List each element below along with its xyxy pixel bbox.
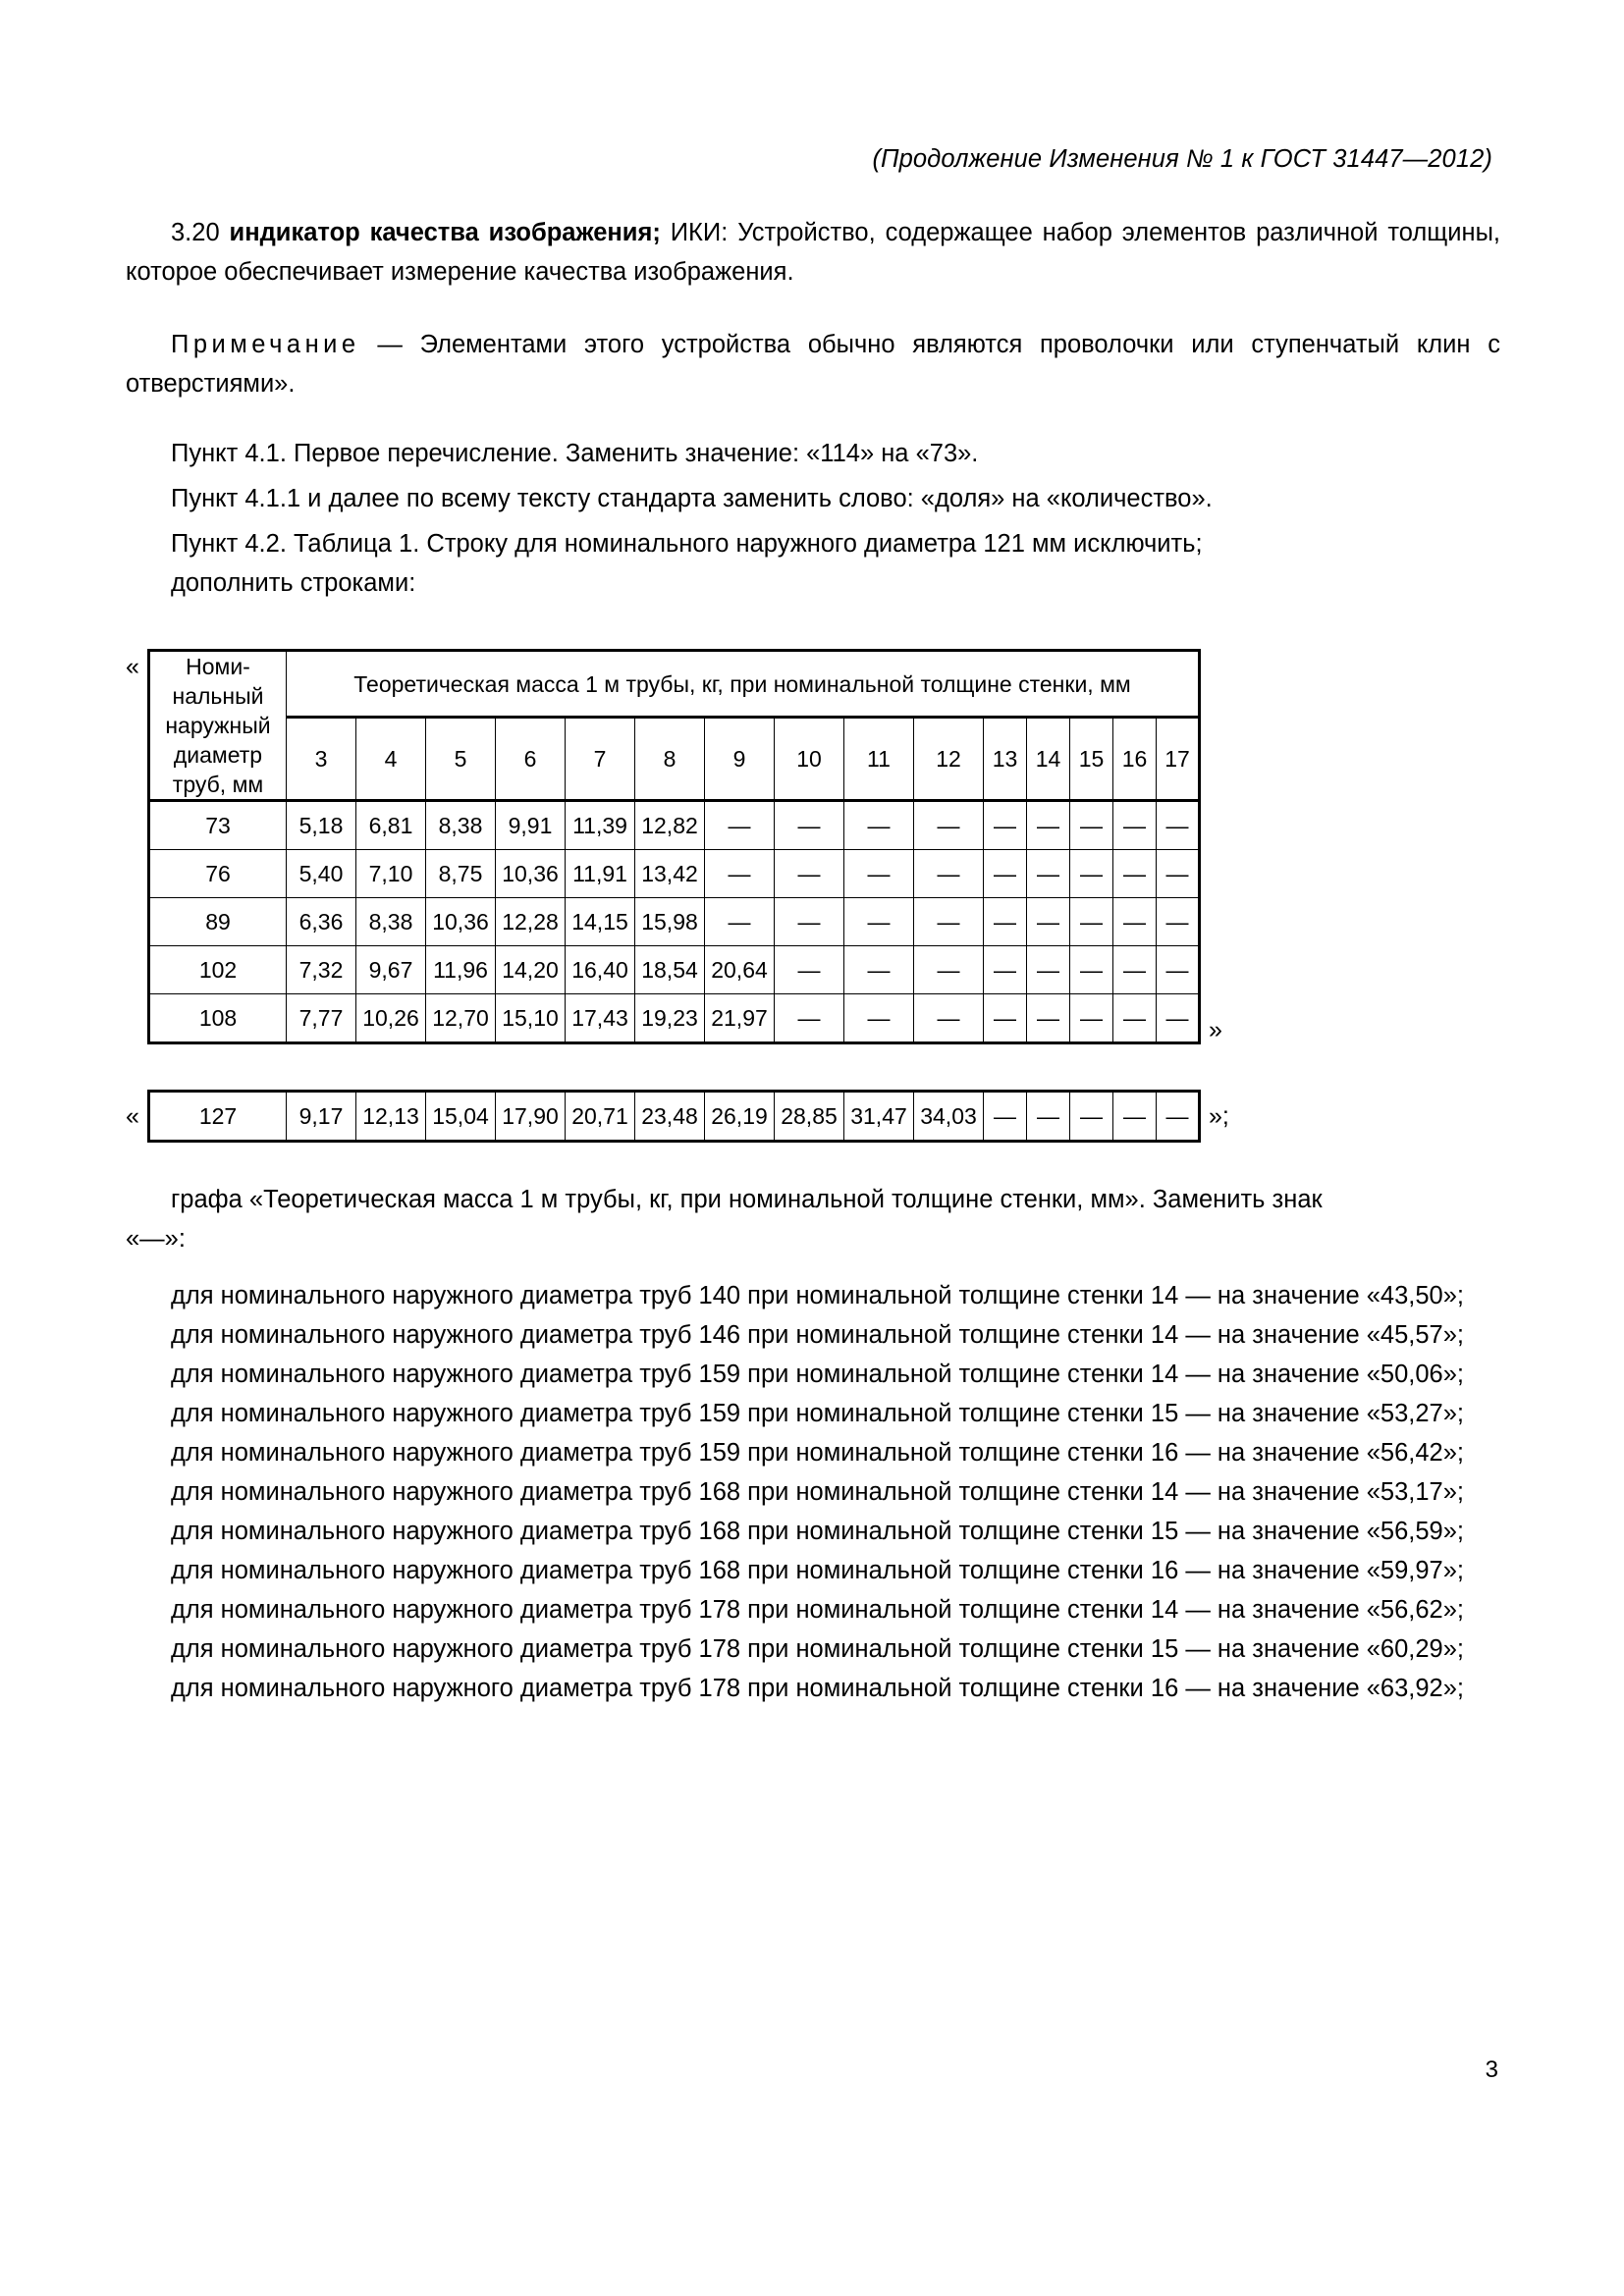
cell: 10,26	[356, 994, 426, 1043]
cell: 11,96	[426, 946, 496, 994]
cell: —	[984, 1092, 1027, 1142]
corner-line-3: наружный	[165, 713, 271, 738]
cell: —	[1113, 850, 1157, 898]
table-row	[149, 801, 1200, 850]
table-1-body	[149, 801, 1200, 1043]
cell: 10,36	[496, 850, 566, 898]
cell: —	[984, 898, 1027, 946]
table-2-block	[126, 1090, 1500, 1143]
cell: 28,85	[775, 1092, 844, 1142]
corner-line-4: диаметр	[173, 742, 263, 768]
cell: —	[1157, 898, 1200, 946]
row-diameter: 127	[149, 1092, 287, 1142]
cell: 14,15	[566, 898, 635, 946]
table-row	[149, 946, 1200, 994]
cell: 8,75	[426, 850, 496, 898]
table-row	[149, 994, 1200, 1043]
quote-open-table-1: «	[126, 653, 139, 680]
cell: 8,38	[426, 801, 496, 850]
cell: 20,71	[566, 1092, 635, 1142]
quote-open-table-2: «	[126, 1101, 139, 1130]
cell: —	[1027, 850, 1070, 898]
cell: —	[775, 850, 844, 898]
cell: —	[914, 850, 984, 898]
cell: 9,67	[356, 946, 426, 994]
replacement-168-15: для номинального наружного диаметра труб 168 при номинальной толщине стенки 15 — на значение «56,59»;	[171, 1518, 1464, 1545]
cell: 11,91	[566, 850, 635, 898]
cell: —	[1113, 994, 1157, 1043]
cell: 23,48	[635, 1092, 705, 1142]
cell: —	[1157, 994, 1200, 1043]
cell: 7,10	[356, 850, 426, 898]
cell: —	[984, 994, 1027, 1043]
cell: —	[844, 946, 914, 994]
table-1-th-15: 15	[1070, 718, 1113, 801]
column-intro-line-1: графа «Теоретическая масса 1 м трубы, кг, при номинальной толщине стенки, мм». Заменить знак	[171, 1186, 1323, 1213]
clause-definition: ИКИ: Устройство, содержащее набор элементов различной толщины, которое обеспечивает измерение качества изображения.	[126, 219, 1500, 286]
table-row	[149, 1092, 1200, 1142]
replacement-168-16: для номинального наружного диаметра труб 168 при номинальной толщине стенки 16 — на значение «59,97»;	[171, 1557, 1464, 1584]
cell: —	[1027, 994, 1070, 1043]
cell: 31,47	[844, 1092, 914, 1142]
page-number: 3	[1485, 2056, 1498, 2083]
cell: —	[1070, 994, 1113, 1043]
cell: —	[1113, 1092, 1157, 1142]
table-1-block	[126, 649, 1500, 1044]
cell: —	[1070, 1092, 1113, 1142]
cell: 26,19	[705, 1092, 775, 1142]
cell: —	[1027, 801, 1070, 850]
table-1-th-8: 8	[635, 718, 705, 801]
cell: 9,91	[496, 801, 566, 850]
row-diameter: 73	[149, 801, 287, 850]
cell: 17,43	[566, 994, 635, 1043]
table-1-th-16: 16	[1113, 718, 1157, 801]
cell: —	[1070, 801, 1113, 850]
cell: —	[705, 850, 775, 898]
cell: —	[775, 946, 844, 994]
cell: 18,54	[635, 946, 705, 994]
replacement-159-14: для номинального наружного диаметра труб 159 при номинальной толщине стенки 14 — на значение «50,06»;	[171, 1361, 1464, 1388]
cell: 17,90	[496, 1092, 566, 1142]
cell: 12,28	[496, 898, 566, 946]
table-1-th-12: 12	[914, 718, 984, 801]
cell: 12,82	[635, 801, 705, 850]
cell: 6,36	[287, 898, 356, 946]
cell: 10,36	[426, 898, 496, 946]
table-1-th-7: 7	[566, 718, 635, 801]
cell: —	[705, 801, 775, 850]
table-1-head	[149, 651, 1200, 801]
cell: —	[1113, 898, 1157, 946]
cell: —	[844, 801, 914, 850]
replacement-178-14: для номинального наружного диаметра труб 178 при номинальной толщине стенки 14 — на значение «56,62»;	[171, 1596, 1464, 1624]
cell: 8,38	[356, 898, 426, 946]
cell: —	[914, 994, 984, 1043]
cell: 6,81	[356, 801, 426, 850]
replacement-178-15: для номинального наружного диаметра труб 178 при номинальной толщине стенки 15 — на значение «60,29»;	[171, 1635, 1464, 1663]
cell: —	[844, 994, 914, 1043]
cell: —	[1070, 850, 1113, 898]
table-1-th-10: 10	[775, 718, 844, 801]
table-1-th-3: 3	[287, 718, 356, 801]
note-label: Примечание	[171, 331, 360, 358]
clause-term: индикатор качества изображения;	[229, 219, 661, 246]
pipe-mass-table-2	[147, 1090, 1201, 1143]
table-1-th-9: 9	[705, 718, 775, 801]
cell: 12,13	[356, 1092, 426, 1142]
replacement-159-16: для номинального наружного диаметра труб 159 при номинальной толщине стенки 16 — на значение «56,42»;	[171, 1439, 1464, 1467]
note-text: Элементами этого устройства обычно являются проволочки или ступенчатый клин с отверстиями».	[126, 331, 1500, 398]
amendment-punkt-4-1-1: Пункт 4.1.1 и далее по всему тексту стандарта заменить слово: «доля» на «количество».	[171, 485, 1213, 512]
quote-close-table-1: »	[1209, 1016, 1222, 1043]
cell: —	[1113, 946, 1157, 994]
table-1-th-17: 17	[1157, 718, 1200, 801]
table-1-th-13: 13	[984, 718, 1027, 801]
table-1-corner-header	[149, 651, 287, 801]
cell: 15,10	[496, 994, 566, 1043]
cell: 7,77	[287, 994, 356, 1043]
table-1-th-6: 6	[496, 718, 566, 801]
cell: 15,98	[635, 898, 705, 946]
cell: 34,03	[914, 1092, 984, 1142]
cell: —	[775, 801, 844, 850]
cell: —	[1027, 946, 1070, 994]
cell: —	[1027, 898, 1070, 946]
cell: —	[705, 898, 775, 946]
table-1-th-11: 11	[844, 718, 914, 801]
cell: —	[1027, 1092, 1070, 1142]
amendment-punkt-4-1: Пункт 4.1. Первое перечисление. Заменить значение: «114» на «73».	[171, 440, 979, 467]
quote-close-table-2: »;	[1209, 1101, 1229, 1130]
table-1-th-14: 14	[1027, 718, 1070, 801]
table-2-body	[149, 1092, 1200, 1142]
cell: —	[984, 850, 1027, 898]
cell: —	[1070, 898, 1113, 946]
cell: 20,64	[705, 946, 775, 994]
cell: —	[1113, 801, 1157, 850]
cell: 13,42	[635, 850, 705, 898]
cell: —	[914, 801, 984, 850]
page-content	[126, 0, 1500, 1708]
cell: —	[914, 946, 984, 994]
corner-line-2: нальный	[172, 683, 264, 709]
cell: 16,40	[566, 946, 635, 994]
cell: —	[775, 898, 844, 946]
table-1-header-row-1	[149, 651, 1200, 718]
note-dash: —	[359, 331, 420, 358]
amendment-dopolnit: дополнить строками:	[171, 569, 416, 597]
cell: 12,70	[426, 994, 496, 1043]
cell: —	[844, 898, 914, 946]
cell: —	[1157, 801, 1200, 850]
cell: —	[844, 850, 914, 898]
clause-number: 3.20	[171, 219, 220, 246]
replacement-178-16: для номинального наружного диаметра труб 178 при номинальной толщине стенки 16 — на значение «63,92»;	[171, 1675, 1464, 1702]
cell: —	[1070, 946, 1113, 994]
row-diameter: 108	[149, 994, 287, 1043]
row-diameter: 76	[149, 850, 287, 898]
replacement-168-14: для номинального наружного диаметра труб 168 при номинальной толщине стенки 14 — на значение «53,17»;	[171, 1478, 1464, 1506]
table-row	[149, 850, 1200, 898]
replacement-159-15: для номинального наружного диаметра труб 159 при номинальной толщине стенки 15 — на значение «53,27»;	[171, 1400, 1464, 1427]
replacement-140-14: для номинального наружного диаметра труб 140 при номинальной толщине стенки 14 — на значение «43,50»;	[171, 1282, 1464, 1309]
row-diameter: 102	[149, 946, 287, 994]
cell: —	[1157, 1092, 1200, 1142]
cell: 5,40	[287, 850, 356, 898]
replacement-146-14: для номинального наружного диаметра труб 146 при номинальной толщине стенки 14 — на значение «45,57»;	[171, 1321, 1464, 1349]
row-diameter: 89	[149, 898, 287, 946]
cell: —	[914, 898, 984, 946]
corner-line-5: труб, мм	[172, 772, 264, 797]
pipe-mass-table-1	[147, 649, 1201, 1044]
cell: 9,17	[287, 1092, 356, 1142]
cell: 19,23	[635, 994, 705, 1043]
clause-3-20	[126, 213, 1500, 292]
cell: 21,97	[705, 994, 775, 1043]
cell: 15,04	[426, 1092, 496, 1142]
table-1-span-header: Теоретическая масса 1 м трубы, кг, при номинальной толщине стенки, мм	[287, 651, 1200, 718]
cell: —	[775, 994, 844, 1043]
cell: —	[984, 801, 1027, 850]
cell: 5,18	[287, 801, 356, 850]
amendment-punkt-4-2: Пункт 4.2. Таблица 1. Строку для номинального наружного диаметра 121 мм исключить;	[171, 530, 1203, 558]
cell: —	[1157, 850, 1200, 898]
cell: 7,32	[287, 946, 356, 994]
column-intro-line-2: «—»:	[126, 1225, 186, 1253]
table-row	[149, 898, 1200, 946]
cell: —	[1157, 946, 1200, 994]
cell: 11,39	[566, 801, 635, 850]
note-paragraph	[126, 325, 1500, 403]
cell: 14,20	[496, 946, 566, 994]
corner-line-1: Номи-	[186, 654, 250, 679]
table-1-header-row-2	[149, 718, 1200, 801]
running-header: (Продолжение Изменения № 1 к ГОСТ 31447—2012)	[872, 145, 1492, 173]
table-1-th-5: 5	[426, 718, 496, 801]
table-1-th-4: 4	[356, 718, 426, 801]
cell: —	[984, 946, 1027, 994]
